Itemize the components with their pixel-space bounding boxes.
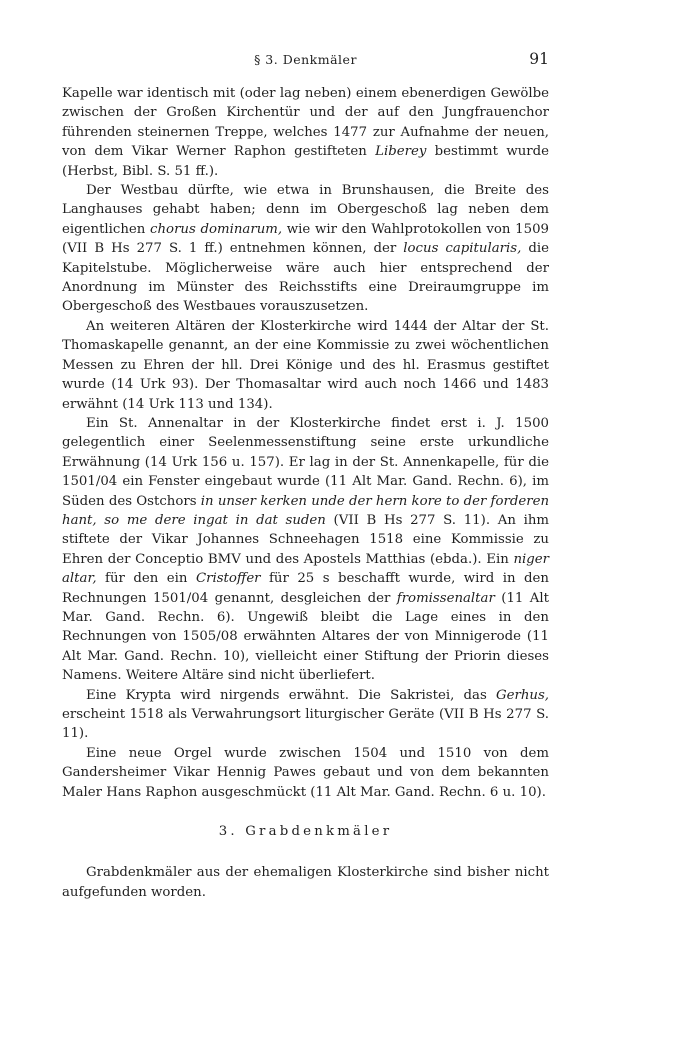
- fromissenaltar-term: fromissenaltar: [396, 590, 495, 606]
- paragraph-4-part-b: (VII B Hs 277 S. 11). An ihm stiftete der Vikar Johannes Schneehagen 1518 eine Kommissie zu Ehren der Conceptio BMV und des Apostels Matthias (ebda.). Ein: [62, 512, 550, 567]
- quotation-low-german: in unser kerken unde der hern kore to der forderen hant, so me dere ingat in dat suden: [62, 493, 550, 528]
- chorus-dominarum-term: chorus dominarum,: [150, 221, 283, 237]
- paragraph-2-part-b: wie wir den Wahlprotokollen von 1509 (VII B Hs 277 S. 1 ff.) entnehmen können, der: [62, 221, 549, 257]
- paragraph-7: Grabdenkmäler aus der ehemaligen Klosterkirche sind bisher nicht aufgefunden worden.: [62, 865, 549, 900]
- paragraph-4-part-a: Ein St. Annenaltar in der Klosterkirche findet erst i. J. 1500 gelegentlich einer Seelenmessenstiftung seine erste urkundliche Erwähnung (14 Urk 156 u. 157). Er lag in der St. Annenkapelle, für die 1501/04 ein Fenster eingebaut wurde (11 Alt Mar. Gand. Rechn. 6), im Süden des Ostchors: [62, 415, 549, 509]
- paragraph-5: [62, 686, 549, 744]
- gerhus-term: Gerhus,: [495, 687, 549, 703]
- paragraph-4-part-d: für 25 s beschafft wurde, wird in den Rechnungen 1501/04 genannt, desgleichen der: [62, 571, 549, 606]
- paragraph-1-end: bestimmt wurde (Herbst, Bibl. S. 51 ff.).: [62, 144, 550, 179]
- paragraph-2-part-c: die Kapitelstube. Möglicherweise wäre auch hier entsprechend der Anordnung im Münster des Reichsstifts eine Dreiraumgruppe im Obergeschoß des Westbaues vorauszusetzen.: [62, 241, 549, 315]
- paragraph-4-part-c: für den ein: [96, 571, 196, 587]
- locus-capitularis-term: locus capitularis,: [403, 241, 522, 257]
- paragraph-1: [62, 84, 549, 181]
- paragraph-5-part-b: erscheint 1518 als Verwahrungsort liturgischer Geräte (VII B Hs 277 S. 11).: [62, 707, 549, 742]
- liberey-term: Liberey: [375, 144, 427, 160]
- paragraph-1-text: Kapelle war identisch mit (oder lag neben) einem ebenerdigen Gewölbe zwischen der Großen Kirchentür und der auf den Jungfrauenchor führenden steinernen Treppe, welches 1477 zur Aufnahme der neuen, von dem Vikar Werner Raphon gestifteten: [62, 86, 549, 160]
- paragraph-6: Eine neue Orgel wurde zwischen 1504 und 1510 von dem Gandersheimer Vikar Hennig Pawes gebaut und von dem bekannten Maler Hans Raphon ausgeschmückt (11 Alt Mar. Gand. Rechn. 6 u. 10).: [62, 745, 549, 800]
- page-number: 91: [529, 50, 549, 68]
- paragraph-3: An weiteren Altären der Klosterkirche wird 1444 der Altar der St. Thomaskapelle genannt, an der eine Kommissie zu zwei wöchentlichen Messen zu Ehren der hll. Drei Könige und des hl. Erasmus gestiftet wurde (14 Urk 93). Der Thomasaltar wird auch noch 1466 und 1483 erwähnt (14 Urk 113 und 134).: [62, 318, 549, 412]
- body-text: [62, 84, 549, 902]
- running-head: [62, 50, 549, 70]
- section-heading: 3. Grabdenkmäler: [218, 824, 393, 840]
- paragraph-4: [62, 414, 549, 686]
- running-title: § 3. Denkmäler: [254, 52, 357, 67]
- paragraph-4-part-e: (11 Alt Mar. Gand. Rechn. 6). Ungewiß bleibt die Lage eines in den Rechnungen von 1505/08 erwähnten Altares der von Minnigerode (11 Alt Mar. Gand. Rechn. 10), vielleicht einer Stiftung der Priorin dieses Namens. Weitere Altäre sind nicht überliefert.: [62, 590, 549, 684]
- niger-altar-term: niger altar,: [62, 551, 549, 587]
- paragraph-2-part-a: Der Westbau dürfte, wie etwa in Brunshausen, die Breite des Langhauses gehabt haben; denn im Obergeschoß lag neben dem eigentlichen: [62, 183, 549, 237]
- paragraph-2: [62, 181, 549, 317]
- cristoffer-term: Cristoffer: [195, 571, 261, 587]
- paragraph-5-part-a: Eine Krypta wird nirgends erwähnt. Die Sakristei, das: [86, 687, 496, 703]
